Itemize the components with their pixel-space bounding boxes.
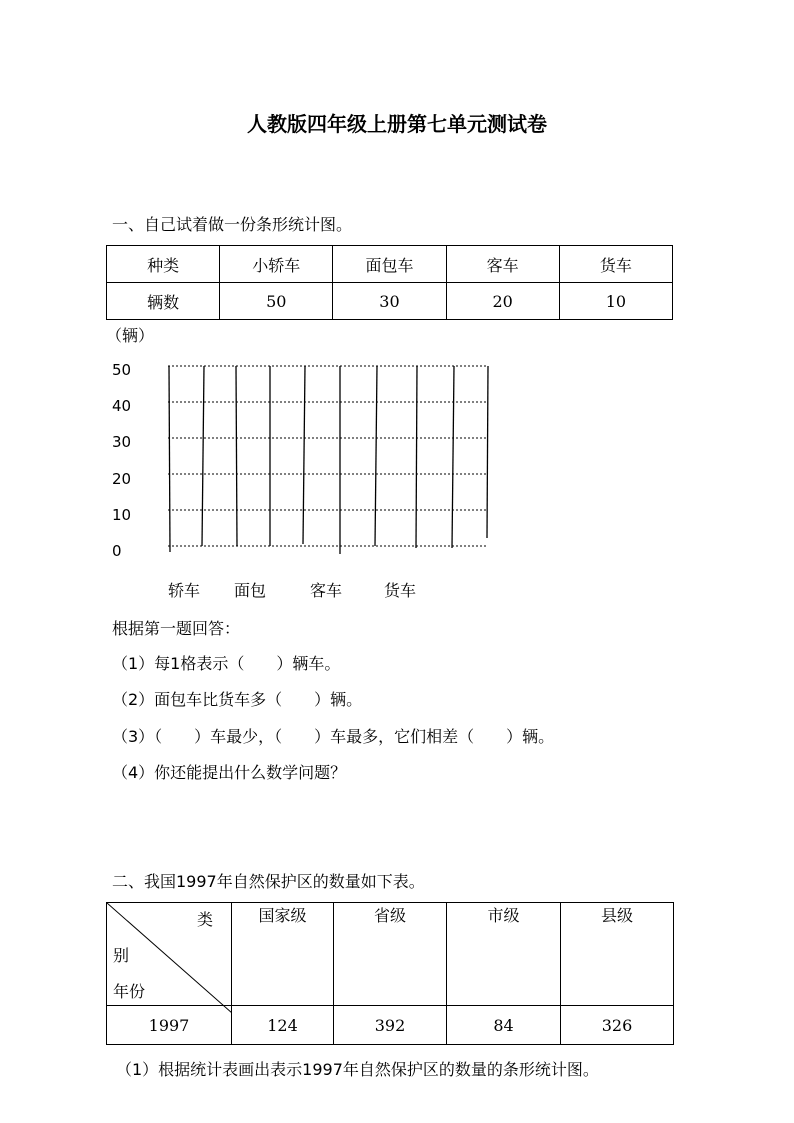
q1-table [106,245,673,320]
y-axis [169,366,170,552]
table-corner-cell [107,903,232,1006]
table-row [107,903,674,1006]
grid-column [452,366,454,548]
table-cell: 30 [333,283,446,320]
x-category-label: 货车 [384,581,417,600]
q2-heading: 二、我国1997年自然保护区的数量如下表。 [112,872,425,891]
grid-column [375,366,377,546]
table-cell: 1997 [107,1006,232,1045]
table-header-cell: 市级 [447,903,561,1006]
corner-label-top: 类 [197,910,214,929]
blank-chart-grid [160,360,495,560]
chart-unit-label: （辆） [106,326,155,345]
table-cell: 392 [334,1006,447,1045]
table-cell: 84 [447,1006,561,1045]
table-header-cell: 县级 [561,903,674,1006]
question-item: （2）面包车比货车多（ ）辆。 [112,690,363,709]
question-item: （3）（ ）车最少，（ ）车最多，它们相差（ ）辆。 [112,727,555,746]
table-cell: 50 [220,283,333,320]
corner-label-mid: 别 [113,946,130,965]
table-header-cell: 小轿车 [220,246,333,283]
table-header-cell: 客车 [446,246,559,283]
table-row [107,283,673,320]
table-cell: 124 [232,1006,334,1045]
q2-table [106,902,674,1045]
table-header-cell: 省级 [334,903,447,1006]
q2-sub-question: （1）根据统计表画出表示1997年自然保护区的数量的条形统计图。 [116,1060,599,1079]
x-category-label: 面包 [234,581,267,600]
question-item: （4）你还能提出什么数学问题？ [112,763,347,782]
y-tick-label: 50 [112,361,132,379]
table-cell: 326 [561,1006,674,1045]
table-header-cell: 货车 [559,246,672,283]
x-category-label: 轿车 [168,581,201,600]
table-header-cell: 面包车 [333,246,446,283]
page-title: 人教版四年级上册第七单元测试卷 [247,112,547,136]
grid-column [303,366,305,544]
table-cell: 10 [559,283,672,320]
x-category-label: 客车 [310,581,343,600]
grid-column [202,366,204,546]
question-item: （1）每1格表示（ ）辆车。 [112,654,341,673]
y-tick-label: 30 [112,433,132,451]
corner-label-bottom: 年份 [113,982,146,1001]
y-tick-label: 10 [112,506,132,524]
table-row [107,246,673,283]
questions-intro: 根据第一题回答： [112,619,241,638]
table-header-cell: 种类 [107,246,220,283]
grid-column [236,366,237,546]
table-cell: 20 [446,283,559,320]
table-cell: 辆数 [107,283,220,320]
y-tick-label: 40 [112,397,132,415]
q1-heading: 一、自己试着做一份条形统计图。 [112,215,353,234]
grid-column [416,366,417,548]
y-tick-label: 20 [112,470,132,488]
y-tick-label: 0 [112,542,122,560]
grid-column [487,366,488,538]
table-header-cell: 国家级 [232,903,334,1006]
